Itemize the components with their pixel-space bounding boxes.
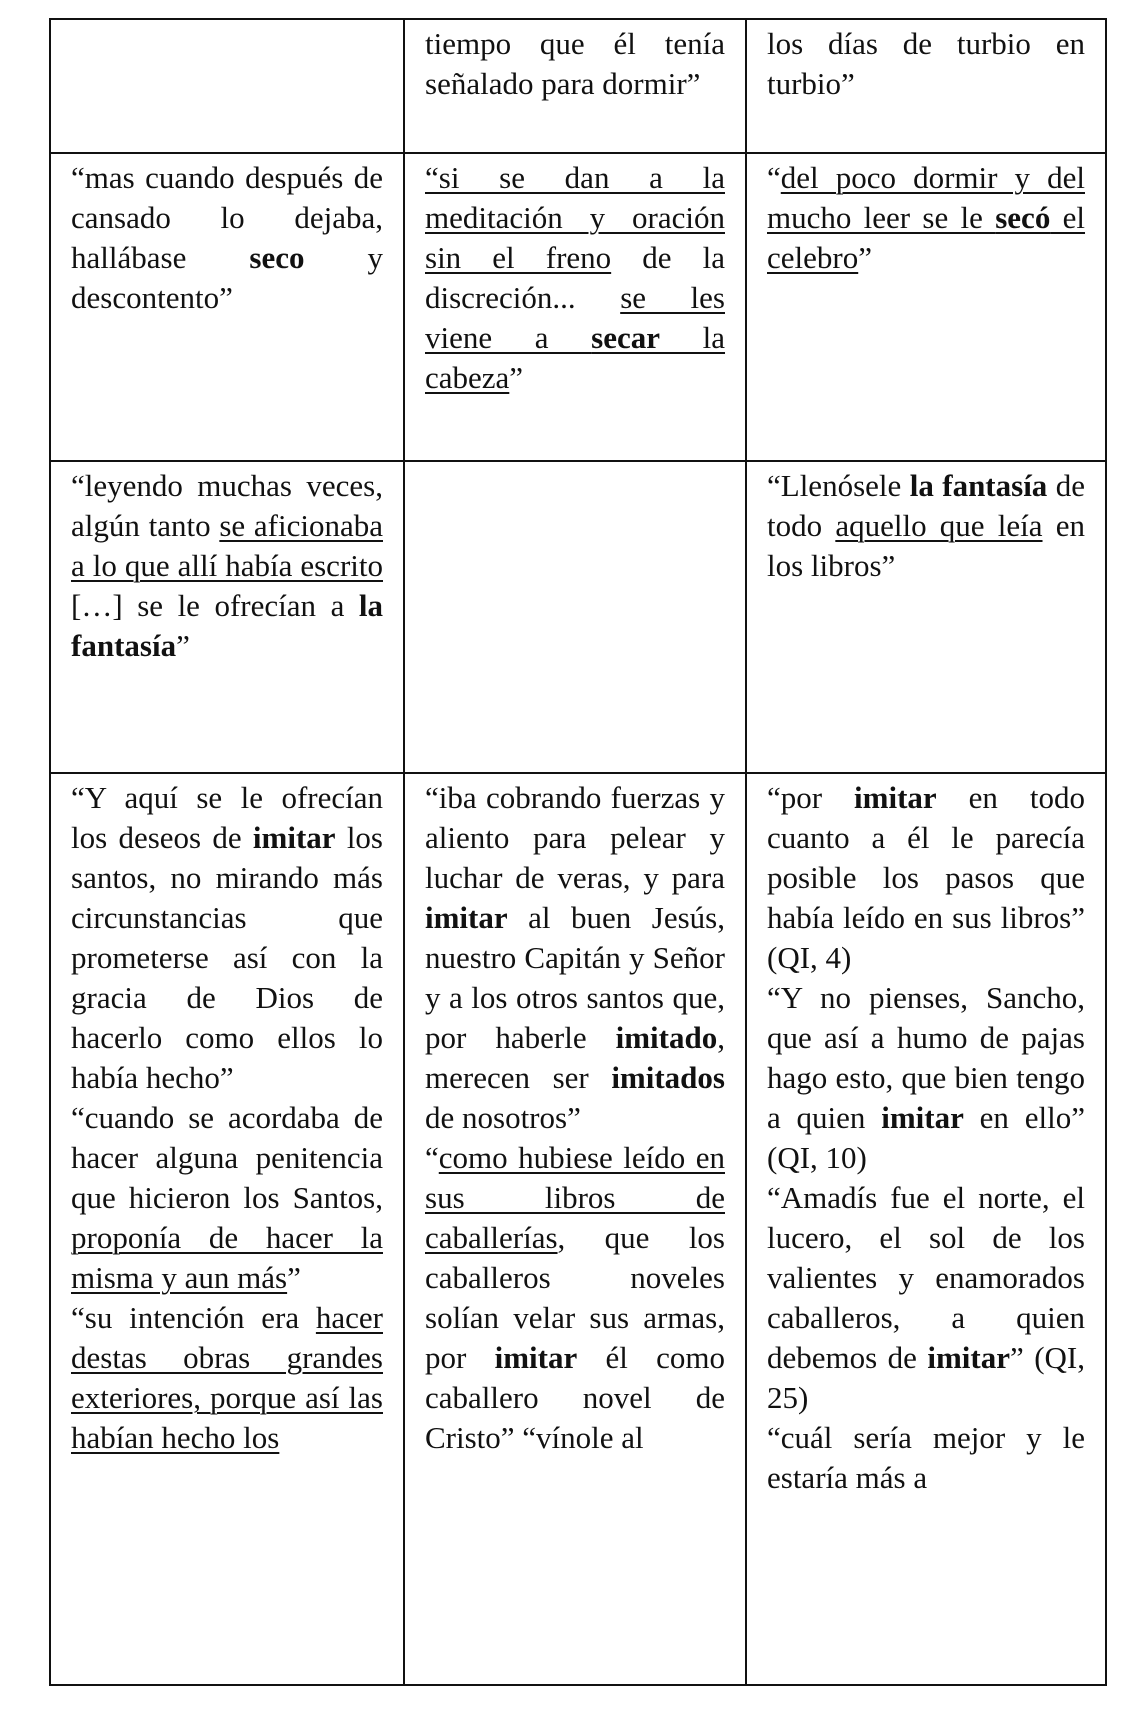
quote-text	[71, 466, 383, 666]
text-segment: “Y no pienses, Sancho, que así a humo de pajas hago esto, que bien tengo a quien	[767, 980, 1085, 1135]
quote-text	[71, 778, 383, 1098]
underlined-phrase: aquello que leía	[835, 508, 1043, 543]
text-segment: “	[767, 160, 781, 195]
table-cell	[746, 461, 1106, 773]
quote-text	[425, 1138, 725, 1458]
text-segment: “	[425, 1140, 439, 1175]
text-segment: de nosotros”	[425, 1100, 581, 1135]
emphasized-term: la fantasía	[909, 468, 1048, 503]
text-segment: ”	[287, 1260, 301, 1295]
quote-text	[425, 778, 725, 1138]
text-segment: “iba cobrando fuerzas y aliento para pelear y luchar de veras, y para	[425, 780, 725, 895]
emphasized-term: imitar	[927, 1340, 1010, 1375]
text-segment: de la discreción...	[425, 240, 725, 315]
emphasized-term: imitar	[494, 1340, 578, 1375]
text-segment: y descontento”	[71, 240, 384, 315]
emphasized-term: imitar	[881, 1100, 964, 1135]
emphasized-term: imitado	[615, 1020, 718, 1055]
table-body	[50, 19, 1106, 1685]
text-segment: “Y aquí se le ofrecían los deseos de	[71, 780, 383, 855]
table-row	[50, 773, 1106, 1685]
underlined-phrase: “si se dan a la meditación y oración sin el freno	[425, 160, 725, 275]
quote-text	[71, 1098, 383, 1298]
table-cell	[50, 19, 404, 153]
table-cell	[404, 773, 746, 1685]
text-segment: “su intención era	[71, 1300, 316, 1335]
quote-text	[71, 1298, 383, 1458]
comparison-table	[49, 18, 1107, 1686]
quote-text	[71, 158, 383, 318]
text-segment: “leyendo muchas veces, algún tanto	[71, 468, 383, 543]
quote-text	[767, 978, 1085, 1178]
text-segment: los santos, no mirando más circunstancias que prometerse así con la gracia de Dios de hacerlo como ellos lo había hecho”	[71, 820, 383, 1095]
text-segment: ”	[176, 628, 190, 663]
emphasized-term: secar	[591, 320, 660, 355]
text-segment: “cuál sería mejor y le estaría más a	[767, 1420, 1085, 1495]
quote-text	[767, 466, 1085, 586]
text-segment: en los libros”	[767, 508, 1085, 583]
text-segment: […] se le ofrecían a	[71, 588, 359, 623]
table-cell	[746, 153, 1106, 461]
text-segment: ”	[858, 240, 872, 275]
emphasized-term: seco	[249, 240, 305, 275]
table-row	[50, 153, 1106, 461]
underlined-phrase: la cabeza	[425, 320, 726, 395]
text-segment: en ello” (QI, 10)	[767, 1100, 1085, 1175]
underlined-phrase: se les viene a	[425, 280, 725, 355]
text-segment: “por	[767, 780, 855, 815]
emphasized-term: la fantasía	[71, 588, 383, 663]
underlined-phrase: hacer destas obras grandes exteriores, porque así las habían hecho los	[71, 1300, 383, 1455]
table-row	[50, 19, 1106, 153]
underlined-phrase: del poco dormir y del mucho leer se le	[767, 160, 1085, 235]
table-cell	[50, 153, 404, 461]
underlined-phrase: se aficionaba a lo que allí había escrito	[71, 508, 383, 583]
table-cell	[746, 773, 1106, 1685]
quote-text	[767, 158, 1085, 278]
text-segment: él como caballero novel de Cristo” “vínole al	[425, 1340, 725, 1455]
emphasized-term: imitar	[252, 820, 336, 855]
quote-text	[767, 1178, 1085, 1418]
text-segment: tiempo que él tenía señalado para dormir”	[425, 26, 725, 101]
table-cell	[50, 773, 404, 1685]
text-segment: al buen Jesús, nuestro Capitán y Señor y a los otros santos que, por haberle	[425, 900, 725, 1055]
emphasized-term: imitar	[425, 900, 508, 935]
text-segment: “Llenósele	[767, 468, 910, 503]
text-segment: “Amadís fue el norte, el lucero, el sol de los valientes y enamorados caballeros, a quien debemos de	[767, 1180, 1085, 1375]
table-cell	[746, 19, 1106, 153]
text-segment: de todo	[767, 468, 1085, 543]
quote-text	[767, 24, 1085, 104]
table-cell	[404, 461, 746, 773]
text-segment: “cuando se acordaba de hacer alguna penitencia que hicieron los Santos,	[71, 1100, 383, 1215]
underlined-phrase: el celebro	[767, 200, 1086, 275]
emphasized-term: secó	[995, 200, 1051, 235]
table-row	[50, 461, 1106, 773]
underlined-phrase: proponía de hacer la misma y aun más	[71, 1220, 383, 1295]
quote-text	[767, 1418, 1085, 1498]
underlined-phrase: como hubiese leído en sus libros de caballerías	[425, 1140, 725, 1255]
quote-text	[425, 24, 725, 104]
text-segment: los días de turbio en turbio”	[767, 26, 1085, 101]
text-segment: en todo cuanto a él le parecía posible los pasos que había leído en sus libros” (QI, 4)	[767, 780, 1085, 975]
text-segment: “mas cuando después de cansado lo dejaba, hallábase	[71, 160, 383, 275]
text-segment: ”	[509, 360, 524, 395]
table-cell	[404, 19, 746, 153]
quote-text	[767, 778, 1085, 978]
table-cell	[404, 153, 746, 461]
quote-text	[425, 158, 725, 398]
emphasized-term: imitar	[854, 780, 937, 815]
emphasized-term: imitados	[611, 1060, 725, 1095]
table-cell	[50, 461, 404, 773]
text-segment: , que los caballeros noveles solían velar sus armas, por	[425, 1220, 725, 1375]
text-segment: , merecen ser	[425, 1020, 725, 1095]
text-segment: ” (QI, 25)	[767, 1340, 1085, 1415]
